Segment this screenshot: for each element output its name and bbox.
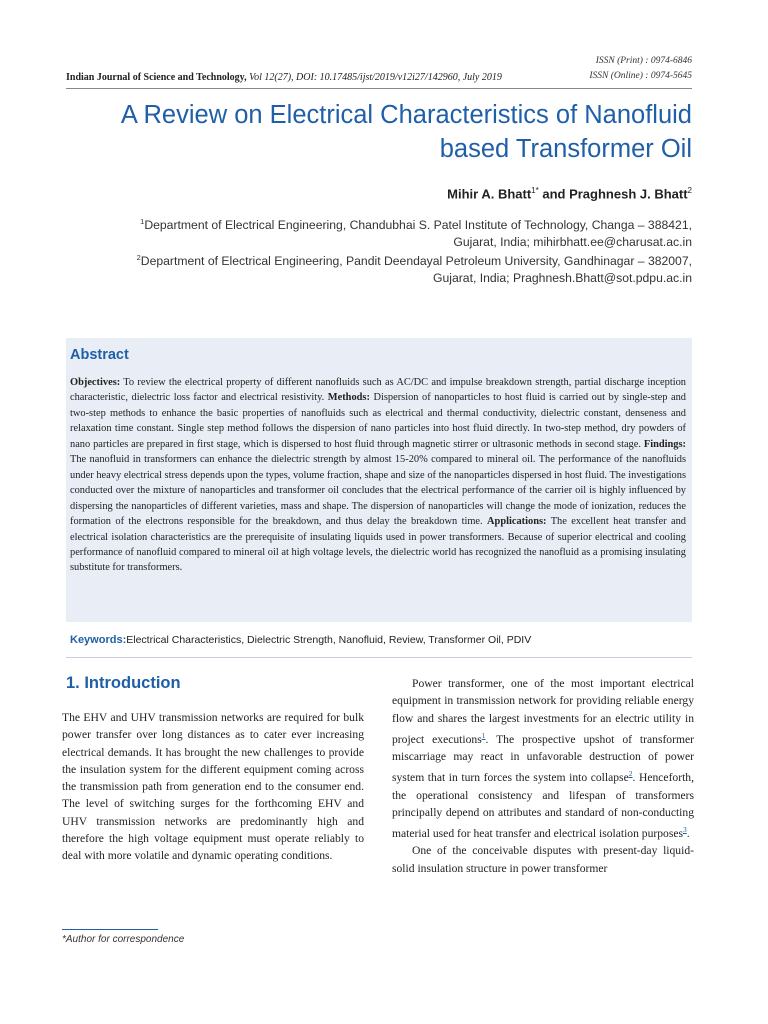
journal-meta: Vol 12(27), DOI: 10.17485/ijst/2019/v12i27/142960, July 2019 (246, 72, 502, 83)
body-paragraph: One of the conceivable disputes with present-day liquid-solid insulation structure in power transformer (392, 844, 694, 875)
affiliation-marker: 1 (140, 217, 145, 226)
affiliation-1 (140, 213, 692, 251)
body-text: . The prospective upshot of transformer miscarriage may react in unfavorable destruction of power system that in turn forces the system into collapse (392, 732, 694, 785)
header-divider (66, 88, 692, 89)
body-text: Power transformer, one of the most important electrical equipment in transmission network for providing reliable energy flow and shares the largest investments for an electric utility in project executions (392, 677, 694, 746)
citation-link[interactable]: 3 (683, 825, 687, 835)
issn-print: ISSN (Print) : 0974-6846 (595, 56, 692, 66)
affiliation-line: Gujarat, India; mihirbhatt.ee@charusat.ac.in (453, 235, 692, 250)
citation-link[interactable]: 2 (628, 769, 633, 779)
journal-citation (66, 72, 502, 83)
issn-online: ISSN (Online) : 0974-5645 (589, 71, 692, 81)
keywords-line (70, 634, 531, 646)
affiliation-marker: 2 (136, 253, 141, 262)
findings-label: Findings: (643, 438, 686, 450)
right-column (392, 675, 694, 877)
applications-text: The excellent heat transfer and electrical isolation characteristics are the prerequisite of insulating liquids used in power transformers. Because of superior electrical and cooling performance of nanofluid compared to mineral oil at high voltage levels, the dielectric world has recognized the nanofluid as a promising insulating substitute for transformers. (70, 516, 686, 574)
applications-label: Applications: (487, 516, 547, 528)
issn-block (589, 54, 692, 84)
author-2-marker: 2 (687, 186, 692, 195)
author-1-marker: 1* (531, 186, 539, 195)
author-list (447, 186, 692, 201)
left-column (62, 709, 364, 865)
paper-title (66, 98, 692, 166)
abstract-heading: Abstract (70, 347, 129, 363)
objectives-label: Objectives: (70, 377, 121, 388)
title-line-2: based Transformer Oil (439, 135, 692, 163)
author-2: Praghnesh J. Bhatt (569, 186, 688, 202)
footnote-divider (62, 929, 158, 930)
title-line-1: A Review on Electrical Characteristics of Nanofluid (120, 101, 692, 129)
body-text: . (686, 826, 690, 840)
keywords-label: Keywords: (70, 634, 127, 646)
objectives-text: To review the electrical property of different nanofluids such as AC/DC and impulse breakdown strength, partial discharge inception characteristic, dielectric loss factor and electrical resistivity. (70, 377, 686, 404)
affiliation-2 (137, 249, 692, 287)
body-text: . Henceforth, the operational consistency and lifespan of transformers principally depend on attributes and standard of non-conducting material used for heat transfer and electrical isolation purposes (392, 771, 694, 840)
footnote: *Author for correspondence (62, 934, 185, 945)
citation-link[interactable]: 1 (481, 730, 486, 740)
affiliation-line: Department of Electrical Engineering, Chandubhai S. Patel Institute of Technology, Changa – 388421, (144, 218, 692, 233)
author-and: and (538, 186, 570, 202)
methods-label: Methods: (327, 392, 370, 404)
keywords-text: Electrical Characteristics, Dielectric Strength, Nanofluid, Review, Transformer Oil, PDIV (126, 634, 532, 646)
intro-paragraph: The EHV and UHV transmission networks are required for bulk power transfer over long distances as to cater ever increasing electrical demands. It has brought the new challenges to provide the insulation system for the different equipment coming across the transmission path from generation end to the consumer end. The level of switching surges for the forthcoming EHV and UHV transmission networks are predominantly high and therefore the high voltage equipment must operate reliably to deal with more volatile and dynamic operating conditions. (62, 711, 364, 863)
journal-name: Indian Journal of Science and Technology, (66, 72, 247, 83)
abstract-body (70, 375, 686, 576)
section-heading: 1. Introduction (66, 674, 181, 692)
affiliation-line: Department of Electrical Engineering, Pandit Deendayal Petroleum University, Gandhinagar – 382007, (140, 254, 692, 269)
author-1: Mihir A. Bhatt (447, 186, 532, 202)
methods-text: Dispersion of nanoparticles to host fluid is carried out by single-step and two-step methods to enhance the basic properties of nanofluids such as electrical and thermal conductivity, dielectric constant, denseness and relaxation time constant. Single step method follows the dispersion of nano particles into host fluid directly. In two-step method, dry powders of nano particles are prepared in first stage, which is dispersed to host fluid through magnetic stirrer or ultrasonic methods in second stage. (70, 392, 686, 450)
body-paragraph (392, 675, 694, 842)
findings-text: The nanofluid in transformers can enhance the dielectric strength by almost 15-20% compared to mineral oil. The performance of the nanofluids under heavy electrical stress depends upon the types, volume fraction, shape and size of the nanoparticles dispersed in host fluid. The investigations conducted over the mixture of nanoparticles and transformer oil concludes that the electrical performance of the carrier oil is highly influenced by dispersing the nanoparticles of different varieties, mass and shape. The dispersion of nanoparticles will change the mode of ionization, reduces the formation of the electrons responsible for the breakdown, and thus delay the breakdown time. (70, 454, 686, 528)
affiliation-line: Gujarat, India; Praghnesh.Bhatt@sot.pdpu.ac.in (433, 271, 692, 286)
keywords-divider (66, 657, 692, 658)
